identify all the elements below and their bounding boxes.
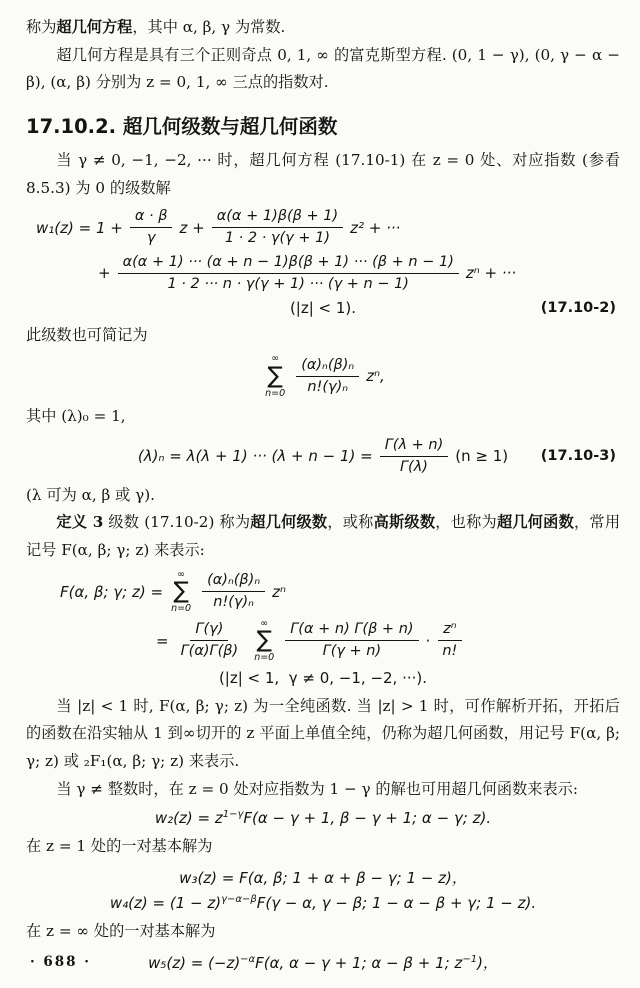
paragraph-series-solution-intro: 当 γ ≠ 0, −1, −2, ··· 时，超几何方程 (17.10-1) 在 z = 0 处、对应指数 (参看 8.5.3) 为 0 的级数解 <box>26 150 620 197</box>
equation-w1-line2 <box>26 253 620 294</box>
equation-F-definition-line2 <box>26 619 620 663</box>
pochhammer-lhs: (λ)ₙ = λ(λ + 1) ··· (λ + n − 1) = <box>137 447 373 466</box>
w5-post: )， <box>477 953 498 972</box>
fraction-denominator: Γ(γ + n) <box>322 643 382 660</box>
sum-upper-limit: ∞ <box>260 617 269 629</box>
equation-w4 <box>26 894 620 912</box>
paragraph-pochhammer-lead: 其中 (λ)₀ = 1, <box>26 407 126 426</box>
w1-tail: z² + ··· <box>350 218 401 237</box>
F-line1-tail: zⁿ <box>272 582 286 601</box>
text-run: 称为 <box>26 18 57 36</box>
w5-inverse-exponent: −1 <box>462 953 478 965</box>
w2-post: F(α − γ + 1, β − γ + 1; α − γ; z). <box>243 809 492 828</box>
w2-exponent: 1−γ <box>222 809 244 821</box>
F-lhs: F(α, β; γ; z) = <box>60 582 164 601</box>
fraction-pochhammer-ratio <box>296 356 359 397</box>
equation-w5 <box>26 952 620 973</box>
multiplication-dot: · <box>425 631 431 650</box>
fraction-numerator: zⁿ <box>438 620 461 641</box>
paragraph-fuchs-type: 超几何方程是具有三个正则奇点 0, 1, ∞ 的富克斯型方程. (0, 1 − γ), (0, γ − α − β), (α, β) 分别为 z = 0, 1, ∞ 三点的指数对. <box>26 45 620 92</box>
w5-exponent: −α <box>240 953 256 965</box>
summation-sign <box>265 354 285 398</box>
fraction-numerator: Γ(γ) <box>190 620 228 641</box>
paragraph-solutions-at-z1: 在 z = 1 处的一对基本解为 <box>26 837 213 856</box>
pochhammer-condition: (n ≥ 1) <box>455 447 509 466</box>
page-number: · 688 · <box>30 954 91 970</box>
equation-w2 <box>26 809 620 827</box>
fraction-pochhammer-ratio <box>202 571 265 612</box>
summation-sign <box>171 570 191 614</box>
paragraph-lambda-note: (λ 可为 α, β 或 γ). <box>26 485 155 504</box>
text-run: ，或称 <box>327 513 374 532</box>
sum-lower-limit: n=0 <box>265 387 286 399</box>
text-run: ，也称为 <box>435 513 497 532</box>
series-tail: zⁿ, <box>366 367 385 386</box>
convergence-condition: (|z| < 1, γ ≠ 0, −1, −2, ···). <box>218 668 428 687</box>
w1-general-tail: zⁿ + ··· <box>465 264 517 283</box>
term-hypergeometric-series: 超几何级数 <box>250 513 328 532</box>
equation-pochhammer-row <box>26 436 620 477</box>
fraction-gamma-terms <box>285 620 418 661</box>
sum-lower-limit: n=0 <box>254 652 275 664</box>
fraction-denominator: Γ(α)Γ(β) <box>180 643 239 660</box>
w1-mid: z + <box>179 218 205 237</box>
text-run: ，其中 α, β, γ 为常数. <box>132 18 286 36</box>
summation-sign <box>254 619 274 663</box>
w4-post: F(γ − α, γ − β; 1 − α − β + γ; 1 − z). <box>256 893 537 912</box>
fraction-numerator: α · β <box>130 207 173 228</box>
equation-w3 <box>26 867 620 888</box>
text-run: 级数 (17.10-2) 称为 <box>103 513 251 532</box>
fraction-z-power-over-factorial <box>437 620 462 661</box>
equation-number-17-10-3: (17.10-3) <box>540 448 616 465</box>
fraction-numerator: Γ(α + n) Γ(β + n) <box>285 620 418 641</box>
fraction-alpha-beta-over-gamma <box>130 207 173 248</box>
text-run: ，常用记号 F(α, β; γ; z) 来表示: <box>26 513 621 559</box>
w1-lhs: w₁(z) = 1 + <box>36 218 123 237</box>
fraction-denominator: Γ(λ) <box>399 458 428 475</box>
fraction-denominator: n!(γ)ₙ <box>307 378 349 395</box>
paragraph-analytic-continuation: 当 |z| < 1 时, F(α, β; γ; z) 为一全纯函数. 当 |z| > 1 时，可作解析开拓，开拓后的函数在沿实轴从 1 到∞切开的 z 平面上单值全纯，仍称为超几何函数，用记号 F(α, β; γ; z) 或 ₂F₁(α, β; γ; z) 来表示. <box>26 696 620 770</box>
term-hypergeometric-equation: 超几何方程 <box>56 18 133 36</box>
fraction-denominator: n! <box>442 643 458 660</box>
fraction-denominator: γ <box>146 230 156 247</box>
fraction-numerator: Γ(λ + n) <box>380 436 449 457</box>
fraction-numerator: (α)ₙ(β)ₙ <box>202 571 265 592</box>
fraction-numerator: (α)ₙ(β)ₙ <box>296 356 359 377</box>
paragraph-definition-3 <box>26 509 620 564</box>
fraction-denominator: 1 · 2 · γ(γ + 1) <box>224 230 331 247</box>
equals-sign: = <box>156 631 169 650</box>
sigma-symbol: ∑ <box>267 362 283 389</box>
w5-mid: F(α, α − γ + 1; α − β + 1; z <box>255 953 463 972</box>
plus-sign: + <box>98 264 111 283</box>
sum-lower-limit: n=0 <box>171 603 192 615</box>
term-gauss-series: 高斯级数 <box>373 513 436 532</box>
w3-expression: w₃(z) = F(α, β; 1 + α + β − γ; 1 − z)， <box>179 868 467 887</box>
paragraph-second-solution-intro: 当 γ ≠ 整数时，在 z = 0 处对应指数为 1 − γ 的解也可用超几何函数来表示: <box>56 779 578 798</box>
equation-w1-condition-row <box>26 299 620 317</box>
sum-upper-limit: ∞ <box>177 568 186 580</box>
equation-F-definition-line1 <box>26 570 620 614</box>
w4-exponent: γ−α−β <box>221 893 257 905</box>
paragraph-abbrev-lead: 此级数也可简记为 <box>26 325 148 344</box>
fraction-second-term <box>212 207 343 248</box>
fraction-gamma-prefactor <box>176 620 244 661</box>
equation-F-condition <box>26 669 620 687</box>
fraction-gamma-ratio <box>380 436 449 477</box>
fraction-denominator: n!(γ)ₙ <box>213 594 254 611</box>
definition-label: 定义 3 <box>56 513 104 532</box>
paragraph-equation-name <box>26 14 620 42</box>
term-hypergeometric-function: 超几何函数 <box>496 513 575 532</box>
section-heading: 17.10.2. 超几何级数与超几何函数 <box>26 114 338 138</box>
sigma-symbol: ∑ <box>256 627 272 654</box>
fraction-general-term <box>118 253 459 294</box>
fraction-numerator: α(α + 1) ··· (α + n − 1)β(β + 1) ··· (β + n − 1) <box>118 253 459 274</box>
paragraph-solutions-at-infinity: 在 z = ∞ 处的一对基本解为 <box>26 921 216 940</box>
fraction-denominator: 1 · 2 ··· n · γ(γ + 1) ··· (γ + n − 1) <box>167 275 409 292</box>
w2-pre: w₂(z) = z <box>154 809 223 828</box>
sigma-symbol: ∑ <box>173 578 189 605</box>
sum-upper-limit: ∞ <box>271 353 280 365</box>
w4-pre: w₄(z) = (1 − z) <box>109 893 222 912</box>
convergence-condition: (|z| < 1). <box>289 298 357 317</box>
fraction-numerator: α(α + 1)β(β + 1) <box>212 207 343 228</box>
equation-number-17-10-2: (17.10-2) <box>540 299 616 316</box>
equation-series-abbreviated <box>26 354 620 398</box>
w5-pre: w₅(z) = (−z) <box>148 953 241 972</box>
equation-w1-line1 <box>26 207 620 248</box>
